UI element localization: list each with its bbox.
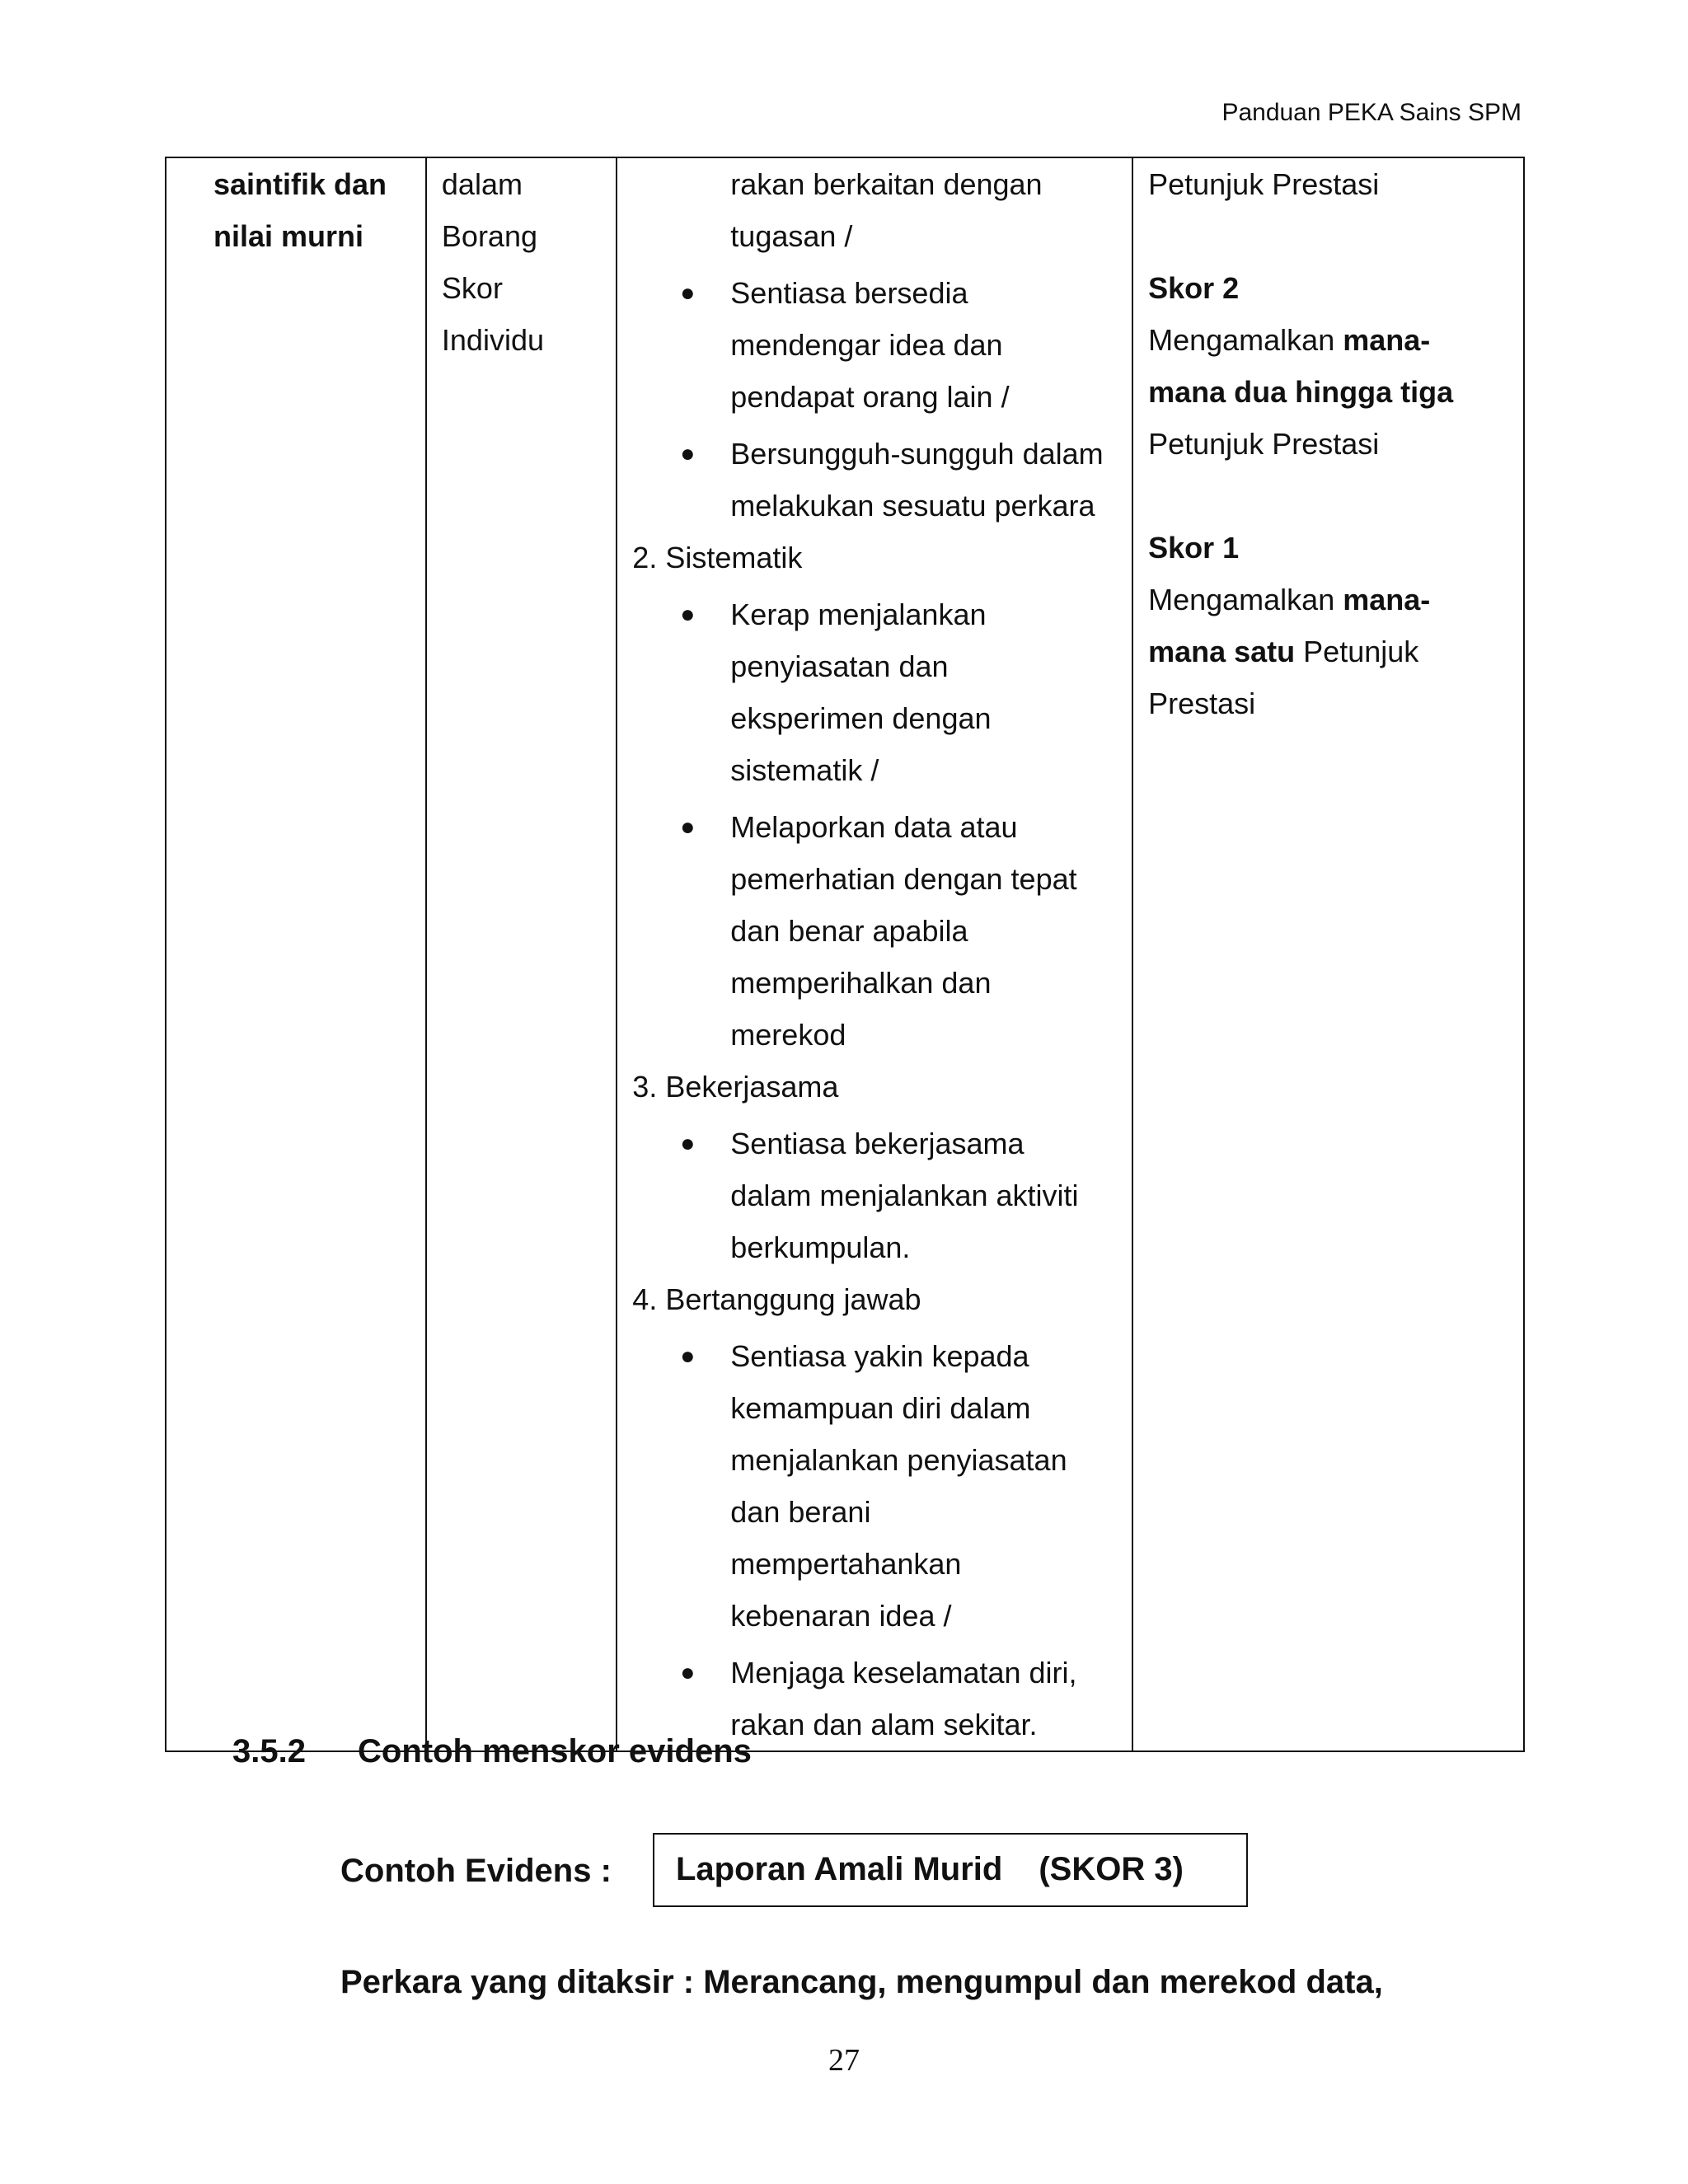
skor2-heading: Skor 2 — [1148, 271, 1240, 305]
skor2-line: mana dua hingga tiga — [1148, 375, 1454, 409]
aspect-line: nilai murni — [213, 219, 364, 253]
instrument-line: Individu — [441, 323, 544, 357]
bullet-icon: ● — [680, 601, 696, 628]
indicator-line: Sentiasa yakin kepada — [730, 1339, 1029, 1373]
indicator-line: Sentiasa bekerjasama — [730, 1127, 1025, 1160]
indicator-line: melakukan sesuatu perkara — [730, 489, 1095, 523]
indicator-line: tugasan / — [730, 219, 853, 253]
bullet-icon: ● — [680, 813, 696, 841]
indicator-bullet-item — [632, 1118, 1132, 1273]
skor2-line: Mengamalkan mana- — [1148, 323, 1431, 357]
indicator-line: berkumpulan. — [730, 1230, 911, 1264]
skor1-line: Mengamalkan mana- — [1148, 583, 1431, 616]
evidence-box — [653, 1833, 1248, 1907]
indicator-bullet-item — [632, 588, 1132, 796]
evidence-box-score: (SKOR 3) — [1039, 1851, 1184, 1887]
indicator-heading: 4. Bertanggung jawab — [632, 1282, 921, 1316]
table-row — [166, 157, 1524, 1751]
indicator-line: dalam menjalankan aktiviti — [730, 1179, 1079, 1212]
indicator-line: Bersungguh-sungguh dalam — [730, 437, 1104, 471]
evidence-box-title: Laporan Amali Murid — [676, 1851, 1003, 1887]
bullet-icon: ● — [680, 1659, 696, 1686]
indicator-line: pendapat orang lain / — [730, 380, 1010, 414]
bullet-icon: ● — [680, 440, 696, 467]
skor1-line: Prestasi — [1148, 687, 1256, 720]
indicator-line: memperihalkan dan — [730, 966, 992, 1000]
bullet-icon: ● — [680, 1130, 696, 1157]
assessment-table — [165, 157, 1525, 1752]
indicator-line: Menjaga keselamatan diri, — [730, 1656, 1077, 1690]
indicator-line: rakan berkaitan dengan — [730, 167, 1043, 201]
indicator-bullet-item — [632, 267, 1132, 423]
indicator-bullet-item — [632, 428, 1132, 532]
score-text: Petunjuk Prestasi — [1148, 167, 1380, 201]
indicator-line: sistematik / — [730, 753, 879, 787]
section-number: 3.5.2 — [232, 1733, 306, 1769]
bullet-icon: ● — [680, 279, 696, 307]
assessed-items: Perkara yang ditaksir : Merancang, mengumpul dan merekod data, — [340, 1964, 1383, 2000]
skor1-line: mana satu Petunjuk — [1148, 635, 1419, 668]
instrument-cell — [426, 157, 617, 1751]
indicator-line: Sentiasa bersedia — [730, 276, 968, 310]
section-title: Contoh menskor evidens — [358, 1733, 752, 1769]
indicator-line: rakan dan alam sekitar. — [730, 1708, 1038, 1741]
section-heading — [232, 1733, 752, 1770]
aspect-line: saintifik dan — [213, 167, 387, 201]
indicator-heading: 3. Bekerjasama — [632, 1070, 839, 1104]
skor1-heading: Skor 1 — [1148, 531, 1240, 565]
indicator-bullet-item — [632, 1330, 1132, 1642]
indicator-line: menjalankan penyiasatan — [730, 1443, 1067, 1477]
indicator-line: mempertahankan — [730, 1547, 962, 1581]
indicator-bullet-item — [632, 801, 1132, 1061]
indicator-line: kebenaran idea / — [730, 1599, 952, 1633]
indicator-heading: 2. Sistematik — [632, 541, 803, 574]
bullet-icon: ● — [680, 1343, 696, 1370]
indicator-cell — [617, 157, 1132, 1751]
indicator-line: Melaporkan data atau — [730, 810, 1018, 844]
indicator-line: eksperimen dengan — [730, 701, 992, 735]
indicator-line: merekod — [730, 1018, 846, 1052]
indicator-line: Kerap menjalankan — [730, 598, 987, 631]
indicator-line: kemampuan diri dalam — [730, 1391, 1031, 1425]
instrument-line: dalam — [441, 167, 523, 201]
instrument-line: Borang — [441, 219, 537, 253]
indicator-line: pemerhatian dengan tepat — [730, 862, 1077, 896]
skor2-line: Petunjuk Prestasi — [1148, 427, 1380, 461]
indicator-line: penyiasatan dan — [730, 649, 949, 683]
score-cell — [1132, 157, 1524, 1751]
indicator-line: mendengar idea dan — [730, 328, 1003, 362]
evidence-label: Contoh Evidens : — [340, 1853, 612, 1889]
page-header: Panduan PEKA Sains SPM — [1221, 99, 1522, 126]
instrument-line: Skor — [441, 271, 503, 305]
aspect-cell — [166, 157, 426, 1751]
page-number: 27 — [828, 2043, 860, 2078]
indicator-line: dan benar apabila — [730, 914, 968, 948]
indicator-line: dan berani — [730, 1495, 871, 1529]
